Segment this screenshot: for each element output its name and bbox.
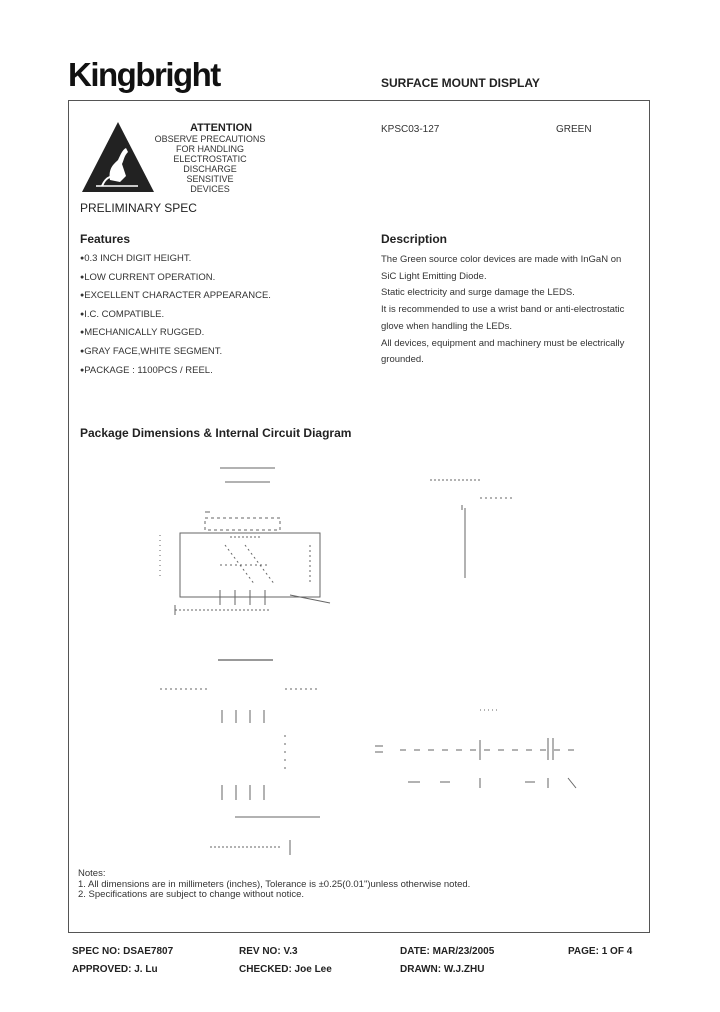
feature-item: ●I.C. COMPATIBLE. — [80, 308, 165, 320]
spec-number: SPEC NO: DSAE7807 — [72, 946, 174, 957]
checked-by: CHECKED: Joe Lee — [239, 964, 332, 975]
description-line: The Green source color devices are made with InGaN on — [381, 254, 622, 265]
page-number: PAGE: 1 OF 4 — [568, 946, 633, 957]
document-title: SURFACE MOUNT DISPLAY — [381, 76, 540, 90]
internal-circuit-diagram — [340, 460, 590, 800]
feature-item: ●LOW CURRENT OPERATION. — [80, 271, 216, 283]
description-line: Static electricity and surge damage the LEDS. — [381, 287, 575, 299]
description-line: glove when handling the LEDs. — [381, 320, 512, 332]
description-text — [381, 252, 643, 369]
revision-number: REV NO: V.3 — [239, 946, 298, 957]
attention-line: DEVICES — [190, 184, 230, 194]
note-item: 2. Specifications are subject to change without notice. — [78, 889, 305, 900]
feature-item: ●0.3 INCH DIGIT HEIGHT. — [80, 253, 192, 264]
spec-date: DATE: MAR/23/2005 — [400, 946, 495, 957]
attention-line: ELECTROSTATIC — [173, 154, 247, 164]
attention-line: OBSERVE PRECAUTIONS — [154, 134, 266, 144]
attention-line: DISCHARGE — [183, 164, 237, 174]
description-line: SiC Light Emitting Diode. — [381, 270, 487, 282]
drawn-by: DRAWN: W.J.ZHU — [400, 964, 485, 975]
attention-title: ATTENTION — [190, 122, 253, 134]
description-line: All devices, equipment and machinery must be electrically — [381, 337, 625, 349]
spec-status: PRELIMINARY SPEC — [80, 201, 197, 215]
feature-item: ●EXCELLENT CHARACTER APPEARANCE. — [80, 290, 271, 302]
feature-item: ●PACKAGE : 1100PCS / REEL. — [80, 364, 213, 376]
emitting-color: GREEN — [556, 124, 592, 135]
features-list — [80, 252, 271, 382]
attention-text — [130, 134, 290, 194]
approved-by: APPROVED: J. Lu — [72, 964, 158, 975]
description-line: It is recommended to use a wrist band or anti-electrostatic — [381, 304, 625, 316]
description-line: grounded. — [381, 354, 424, 366]
feature-item: ●MECHANICALLY RUGGED. — [80, 327, 205, 339]
package-dimension-drawing — [150, 455, 340, 865]
package-heading: Package Dimensions & Internal Circuit Diagram — [80, 426, 352, 440]
attention-line: SENSITIVE — [186, 174, 234, 184]
attention-line: FOR HANDLING — [175, 144, 244, 154]
feature-item: ●GRAY FACE,WHITE SEGMENT. — [80, 345, 223, 357]
notes — [78, 869, 470, 901]
note-item: 1. All dimensions are in millimeters (inches), Tolerance is ±0.25(0.01")unless otherwise noted. — [78, 878, 471, 890]
description-heading: Description — [381, 232, 448, 246]
features-heading: Features — [80, 232, 131, 246]
part-number: KPSC03-127 — [381, 124, 440, 135]
brand-logo: Kingbright — [68, 56, 220, 93]
notes-heading: Notes: — [78, 868, 106, 879]
